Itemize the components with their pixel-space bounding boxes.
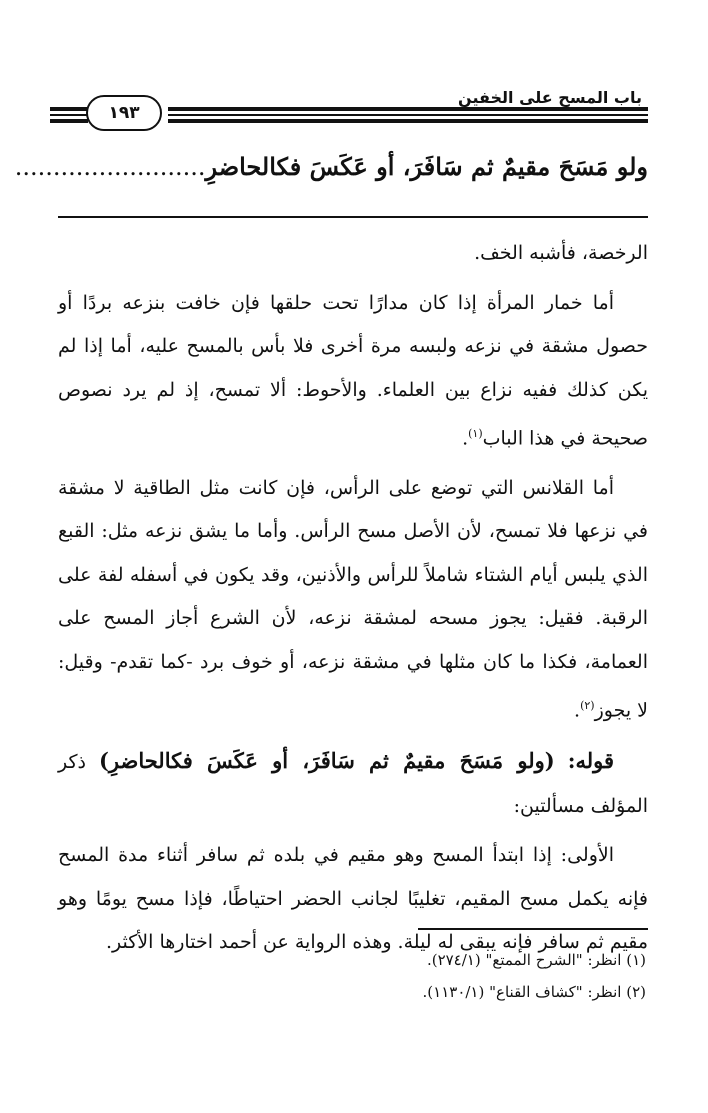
- page-number: ١٩٣: [86, 95, 162, 131]
- footnotes: [58, 944, 646, 1008]
- header-rule-right-thin: [168, 114, 648, 116]
- paragraph-1: الرخصة، فأشبه الخف.: [474, 242, 648, 264]
- footnote-2: (٢) انظر: "كشاف القناع" (١١٣٠/١).: [422, 983, 646, 1001]
- matn-line: [14, 152, 648, 181]
- header-rule-left-thick: [50, 107, 88, 111]
- paragraph-3: أما القلانس التي توضع على الرأس، فإن كانت مثل الطاقية لا مشقة في نزعها فلا تمسح، لأن الأصل مسح الرأس. وأما ما يشق نزعه مثل: القبع الذي يلبس أيام الشتاء شاملاً للرأس والأذنين، وقد يكون في أسفله لفة على الرقبة. فقيل: يجوز مسحه لمشقة نزعه، لأن الشرع أجاز المسح على العمامة، فكذا ما كان مثلها في مشقة نزعه، أو خوف برد -كما تقدم- وقيل: لا يجوز$^{(٢)}$.: [58, 476, 648, 722]
- quoted-matn: (ولو مَسَحَ مقيمٌ ثم سَافَرَ، أو عَكَسَ فكالحاضرِ): [99, 748, 555, 774]
- matn-dots: .........................: [14, 153, 206, 181]
- matn-separator: [58, 216, 648, 218]
- paragraph-2: أما خمار المرأة إذا كان مدارًا تحت حلقها فإن خافت بنزعه بردًا أو حصول مشقة في نزعه ولبسه مرة أخرى فلا بأس بالمسح عليه، أما إذا لم يكن كذلك ففيه نزاع بين العلماء. والأحوط: ألا تمسح، إذ لم يرد نصوص صحيحة في هذا الباب$^{(١)}$.: [58, 291, 648, 450]
- header-rule-right-bottom: [168, 119, 648, 123]
- paragraph-5: الأولى: إذا ابتدأ المسح وهو مقيم في بلده ثم سافر أثناء مدة المسح فإنه يكمل مسح المقيم، تغليبًا لجانب الحضر احتياطًا، فإذا مسح يومًا وهو مقيم ثم سافر فإنه يبقى له ليلة. وهذه الرواية عن أحمد اختارها الأكثر.: [58, 844, 648, 954]
- footnote-separator: [418, 928, 648, 930]
- matn-text: ولو مَسَحَ مقيمٌ ثم سَافَرَ، أو عَكَسَ فكالحاضرِ: [205, 152, 648, 181]
- header-rule-left-bottom: [50, 119, 88, 123]
- footnote-ref-1: (١): [468, 427, 483, 440]
- paragraph-4: قوله: (ولو مَسَحَ مقيمٌ ثم سَافَرَ، أو عَكَسَ فكالحاضرِ) ذكر المؤلف مسألتين:: [58, 748, 648, 817]
- footnote-ref-2: (٢): [580, 699, 595, 713]
- header-rule-left-thin: [50, 114, 88, 116]
- commentary-body: [58, 232, 648, 971]
- quote-lead: قوله:: [567, 748, 615, 774]
- header-rule-right-thick: [168, 107, 648, 111]
- running-title: باب المسح على الخفين: [458, 88, 642, 107]
- footnote-1: (١) انظر: "الشرح الممتع" (٢٧٤/١).: [426, 951, 646, 969]
